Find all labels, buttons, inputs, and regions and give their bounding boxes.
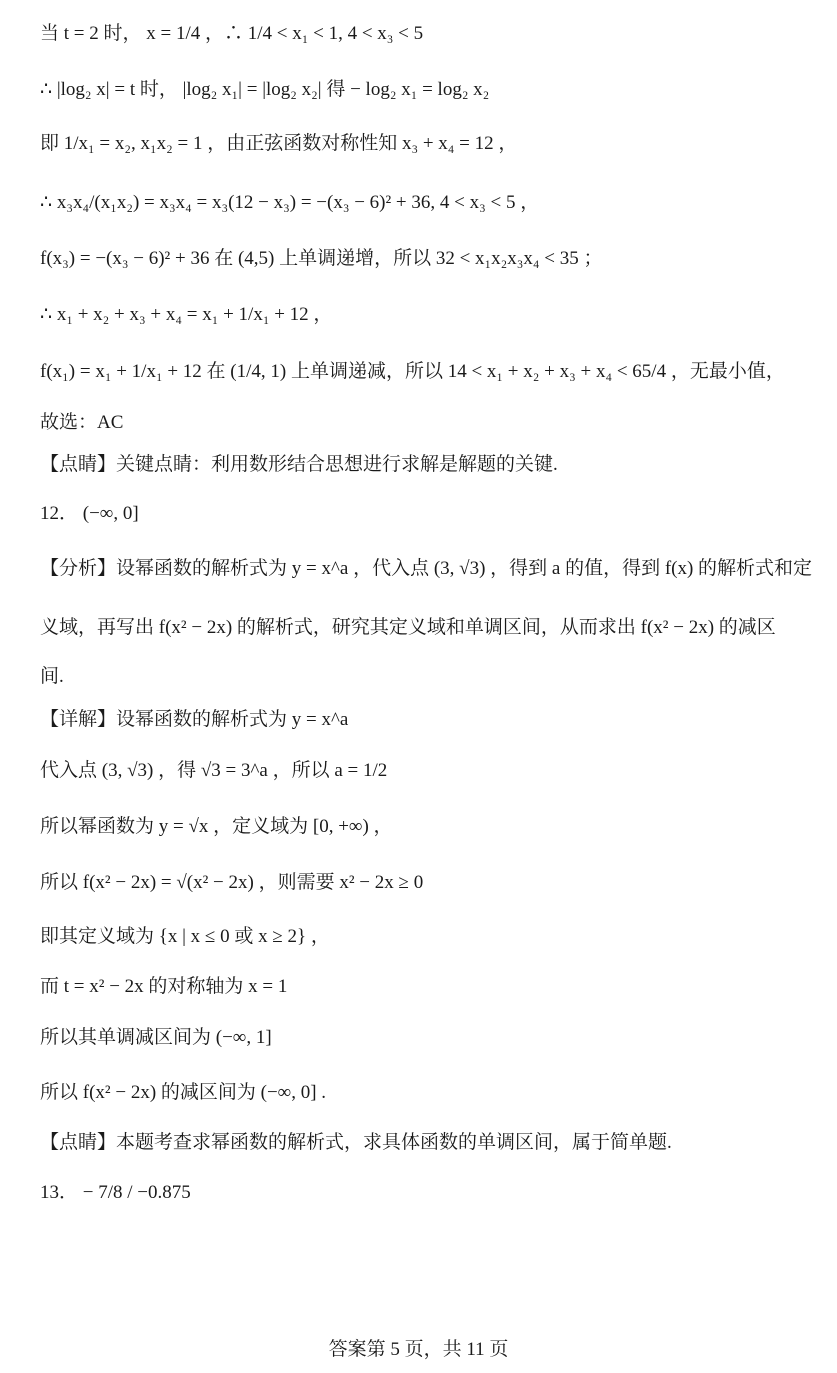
analysis-line: 【分析】设幂函数的解析式为 y = x^a ，代入点 (3, √3) ，得到 a 的值，得到 f(x) 的解析式和定 [40,558,813,579]
detail-line: 所以 f(x² − 2x) 的减区间为 (−∞, 0] . [40,1082,327,1103]
solution-line: ∴ x₁ + x₂ + x₃ + x₄ = x₁ + 1/x₁ + 12 ， [40,304,333,325]
key-point-note: 【点睛】关键点睛：利用数形结合思想进行求解是解题的关键. [40,454,558,475]
answer-choice: 故选：AC [40,412,124,433]
key-point-note: 【点睛】本题考查求幂函数的解析式，求具体函数的单调区间，属于简单题. [40,1132,672,1153]
solution-line: f(x₁) = x₁ + 1/x₁ + 12 在 (1/4, 1) 上单调递减，所以 14 < x₁ + x₂ + x₃ + x₄ < 65/4 ，无最小值， [40,361,785,382]
detail-line: 代入点 (3, √3) ，得 √3 = 3^a ，所以 a = 1/2 [40,760,388,781]
analysis-line: 义域，再写出 f(x² − 2x) 的解析式，研究其定义域和单调区间，从而求出 f(x² − 2x) 的减区 [40,617,776,638]
analysis-line: 间. [40,666,64,687]
detail-line: 【详解】设幂函数的解析式为 y = x^a [40,709,349,730]
solution-line: 当 t = 2 时， x = 1/4 ，∴ 1/4 < x₁ < 1, 4 < x₃ < 5 [40,23,424,44]
solution-line: ∴ |log₂ x| = t 时， |log₂ x₁| = |log₂ x₂| 得 − log₂ x₁ = log₂ x₂ [40,79,490,100]
detail-line: 所以幂函数为 y = √x ，定义域为 [0, +∞) ， [40,816,393,837]
detail-line: 所以 f(x² − 2x) = √(x² − 2x) ，则需要 x² − 2x ≥ 0 [40,872,424,893]
question-12-answer: 12． (−∞, 0] [40,503,139,524]
solution-line: 即 1/x₁ = x₂, x₁x₂ = 1 ，由正弦函数对称性知 x₃ + x₄ = 12 ， [40,133,518,154]
detail-line: 即其定义域为 {x | x ≤ 0 或 x ≥ 2} ， [40,926,330,947]
solution-line: ∴ x₃x₄/(x₁x₂) = x₃x₄ = x₃(12 − x₃) = −(x₃ − 6)² + 36, 4 < x₃ < 5 ， [40,192,540,213]
question-13-answer: 13． − 7/8 / −0.875 [40,1182,191,1203]
detail-line: 所以其单调减区间为 (−∞, 1] [40,1027,272,1048]
page-footer: 答案第 5 页，共 11 页 [328,1339,509,1360]
detail-line: 而 t = x² − 2x 的对称轴为 x = 1 [40,976,288,997]
solution-line: f(x₃) = −(x₃ − 6)² + 36 在 (4,5) 上单调递增，所以 32 < x₁x₂x₃x₄ < 35 ； [40,248,603,269]
